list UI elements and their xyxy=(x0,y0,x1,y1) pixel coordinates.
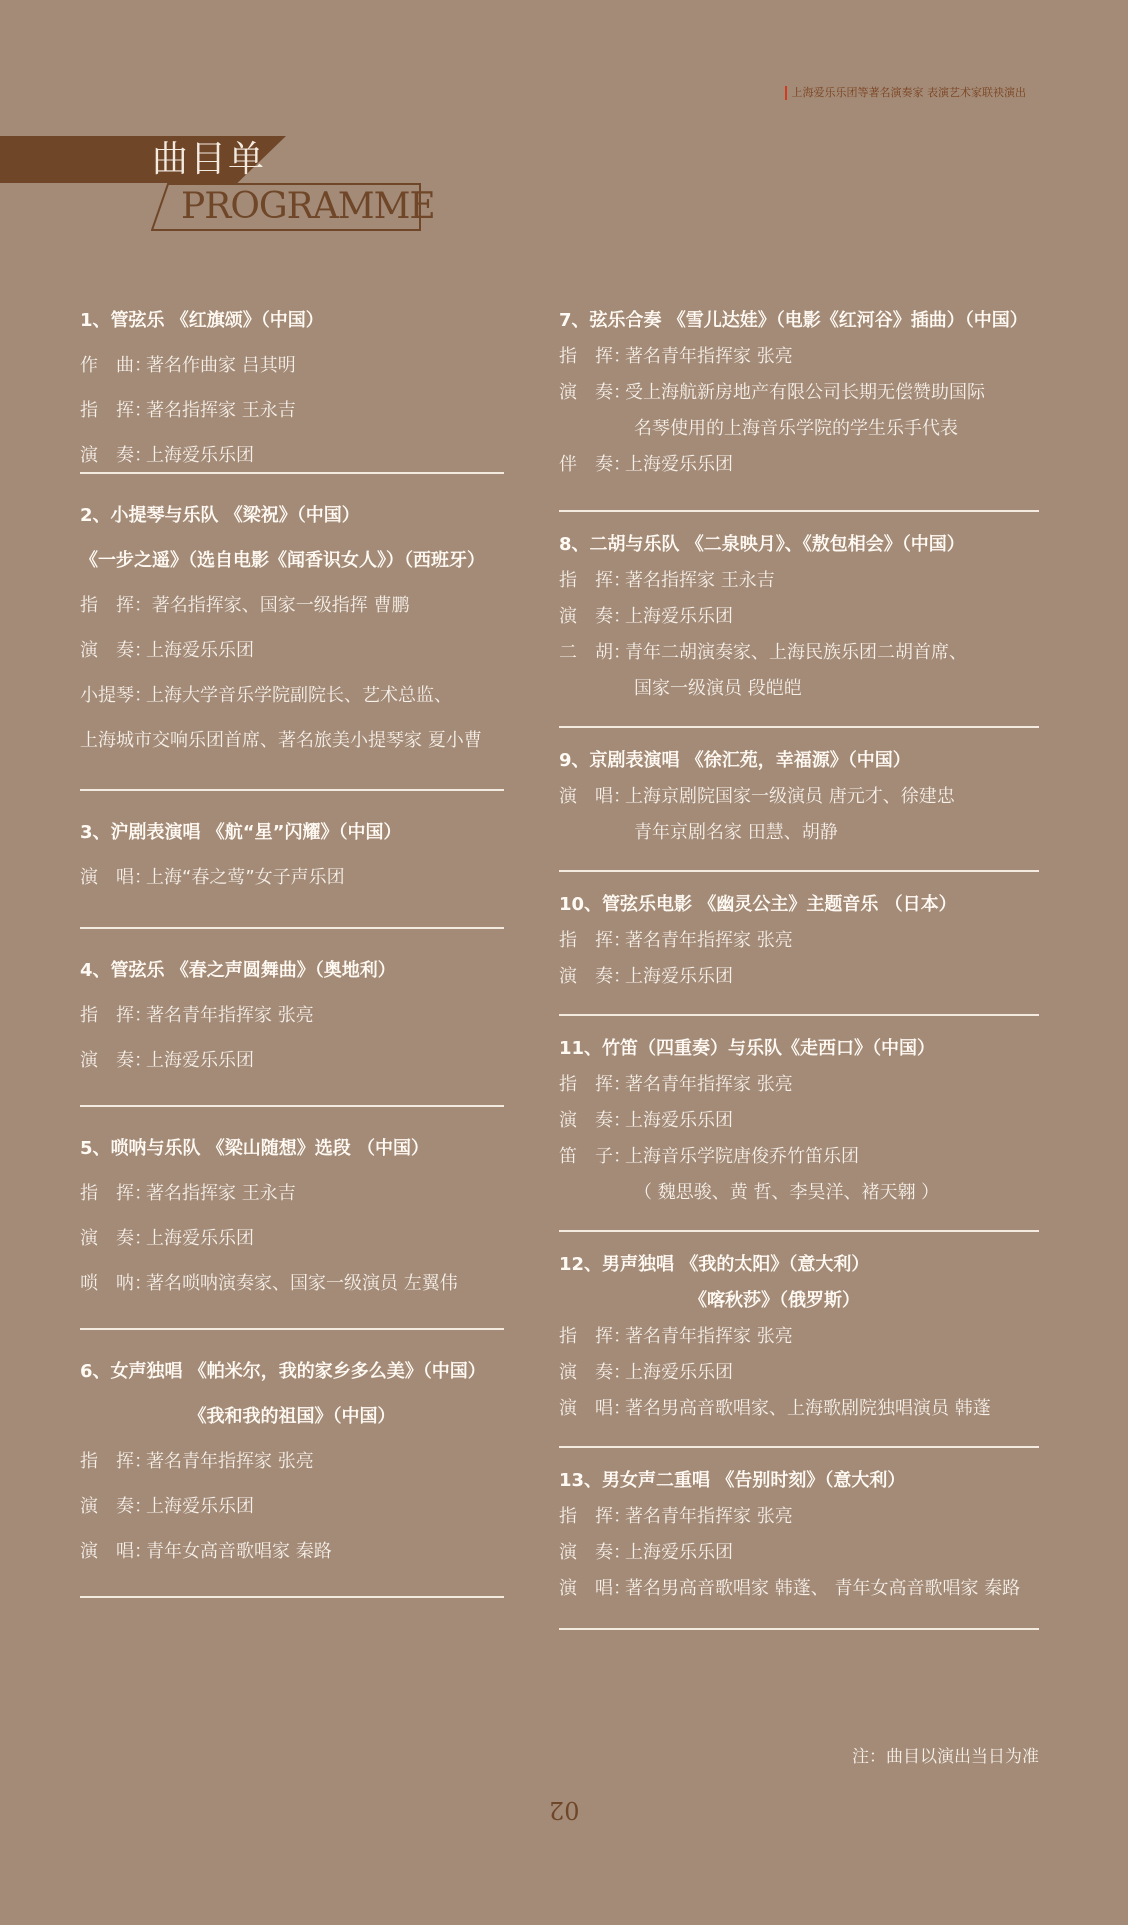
credit-line: 演 唱：上海京剧院国家一级演员 唐元才、徐建忠 xyxy=(559,786,955,807)
credit-line: 指 挥：著名指挥家 王永吉 xyxy=(559,570,775,591)
credit-line: 演 奏：上海爱乐乐团 xyxy=(559,606,733,627)
top-note: 上海爱乐乐团等著名演奏家 表演艺术家联袂演出 xyxy=(785,86,1027,100)
programme-item xyxy=(80,929,504,1105)
credit-line: 伴 奏：上海爱乐乐团 xyxy=(559,454,733,475)
programme-item xyxy=(559,728,1039,870)
programme-item xyxy=(80,1107,504,1328)
credit-line: 演 奏：上海爱乐乐团 xyxy=(80,1496,254,1517)
credit-line: 演 奏：上海爱乐乐团 xyxy=(559,1542,733,1563)
programme-item xyxy=(559,512,1039,726)
credit-line: 唢 呐：著名唢呐演奏家、国家一级演员 左翼伟 xyxy=(80,1273,458,1294)
credit-line: 演 奏：上海爱乐乐团 xyxy=(80,640,254,661)
credit-line: 演 奏：上海爱乐乐团 xyxy=(559,966,733,987)
credit-line: 上海城市交响乐团首席、著名旅美小提琴家 夏小曹 xyxy=(80,730,482,751)
programme-item xyxy=(80,474,504,789)
programme-item xyxy=(80,310,504,472)
credit-line: 演 唱：上海“春之莺”女子声乐团 xyxy=(80,867,345,888)
programme-item xyxy=(80,1330,504,1596)
item-title: 13、男女声二重唱 《告别时刻》（意大利） xyxy=(559,1470,906,1491)
credit-line: 指 挥：著名指挥家 王永吉 xyxy=(80,1183,296,1204)
item-title: 8、二胡与乐队 《二泉映月》、《敖包相会》（中国） xyxy=(559,534,965,555)
item-title: 5、唢呐与乐队 《梁山随想》选段 （中国） xyxy=(80,1138,430,1159)
credit-line: 演 唱：著名男高音歌唱家、上海歌剧院独唱演员 韩蓬 xyxy=(559,1398,991,1419)
credit-line: 指 挥：著名青年指挥家 张亮 xyxy=(559,1326,793,1347)
credit-line: 国家一级演员 段皑皑 xyxy=(634,678,802,699)
credit-line: 演 奏：上海爱乐乐团 xyxy=(80,445,254,466)
credit-line: 二 胡：青年二胡演奏家、上海民族乐团二胡首席、 xyxy=(559,642,967,663)
item-title: 12、男声独唱 《我的太阳》（意大利） xyxy=(559,1254,870,1275)
credit-line: （ 魏思骏、黄 哲、李昊洋、褚天翱 ） xyxy=(634,1182,940,1203)
programme-item xyxy=(559,1016,1039,1230)
credit-line: 青年京剧名家 田慧、胡静 xyxy=(634,822,838,843)
item-title: 10、管弦乐电影 《幽灵公主》主题音乐 （日本） xyxy=(559,894,957,915)
credit-line: 演 奏：上海爱乐乐团 xyxy=(559,1362,733,1383)
footer-note: 注：曲目以演出当日为准 xyxy=(852,1747,1039,1767)
item-subtitle: 《我和我的祖国》（中国） xyxy=(188,1406,396,1427)
item-title: 2、小提琴与乐队 《梁祝》（中国） xyxy=(80,505,360,526)
section-divider xyxy=(80,1596,504,1598)
programme-item xyxy=(559,1448,1039,1628)
programme-item xyxy=(80,791,504,927)
item-title: 9、京剧表演唱 《徐汇苑，幸福源》（中国） xyxy=(559,750,911,771)
credit-line: 作 曲：著名作曲家 吕其明 xyxy=(80,355,296,376)
credit-line: 演 唱：青年女高音歌唱家 秦路 xyxy=(80,1541,332,1562)
credit-line: 名琴使用的上海音乐学院的学生乐手代表 xyxy=(634,418,958,439)
credit-line: 演 唱：著名男高音歌唱家 韩蓬、 青年女高音歌唱家 秦路 xyxy=(559,1578,1021,1599)
credit-line: 演 奏：上海爱乐乐团 xyxy=(80,1228,254,1249)
item-title: 4、管弦乐 《春之声圆舞曲》（奥地利） xyxy=(80,960,396,981)
credit-line: 小提琴：上海大学音乐学院副院长、艺术总监、 xyxy=(80,685,452,706)
programme-heading xyxy=(151,183,435,231)
credit-line: 指 挥：著名青年指挥家 张亮 xyxy=(559,930,793,951)
credit-line: 指 挥：著名青年指挥家 张亮 xyxy=(559,1506,793,1527)
item-title: 1、管弦乐 《红旗颂》（中国） xyxy=(80,310,324,331)
programme-item xyxy=(559,310,1039,510)
credit-line: 指 挥：著名指挥家 王永吉 xyxy=(80,400,296,421)
item-title: 6、女声独唱 《帕米尔，我的家乡多么美》（中国） xyxy=(80,1361,486,1382)
credit-line: 指 挥：著名青年指挥家 张亮 xyxy=(559,346,793,367)
credit-line: 指 挥：著名青年指挥家 张亮 xyxy=(559,1074,793,1095)
credit-line: 指 挥：著名青年指挥家 张亮 xyxy=(80,1451,314,1472)
programme-right-column xyxy=(559,310,1039,1630)
item-subtitle: 《喀秋莎》（俄罗斯） xyxy=(689,1290,860,1311)
page-number: 02 xyxy=(548,1796,580,1824)
credit-line: 演 奏：上海爱乐乐团 xyxy=(559,1110,733,1131)
credit-line: 指 挥： 著名指挥家、国家一级指挥 曹鹏 xyxy=(80,595,410,616)
item-title: 7、弦乐合奏 《雪儿达娃》（电影《红河谷》插曲）（中国） xyxy=(559,310,1028,331)
credit-line: 演 奏：上海爱乐乐团 xyxy=(80,1050,254,1071)
section-divider xyxy=(559,1628,1039,1630)
programme-item xyxy=(559,872,1039,1014)
item-subtitle: 《一步之遥》（选自电影《闻香识女人》）（西班牙） xyxy=(80,550,485,571)
item-title: 11、竹笛（四重奏）与乐队《走西口》（中国） xyxy=(559,1038,936,1059)
item-title: 3、沪剧表演唱 《航“星”闪耀》（中国） xyxy=(80,822,402,843)
programme-label: PROGRAMME xyxy=(181,186,435,227)
credit-line: 笛 子：上海音乐学院唐俊乔竹笛乐团 xyxy=(559,1146,859,1167)
programme-left-column xyxy=(80,310,504,1598)
credit-line: 演 奏：受上海航新房地产有限公司长期无偿赞助国际 xyxy=(559,382,985,403)
programme-item xyxy=(559,1232,1039,1446)
page-title: 曲目单 xyxy=(152,139,267,180)
credit-line: 指 挥：著名青年指挥家 张亮 xyxy=(80,1005,314,1026)
